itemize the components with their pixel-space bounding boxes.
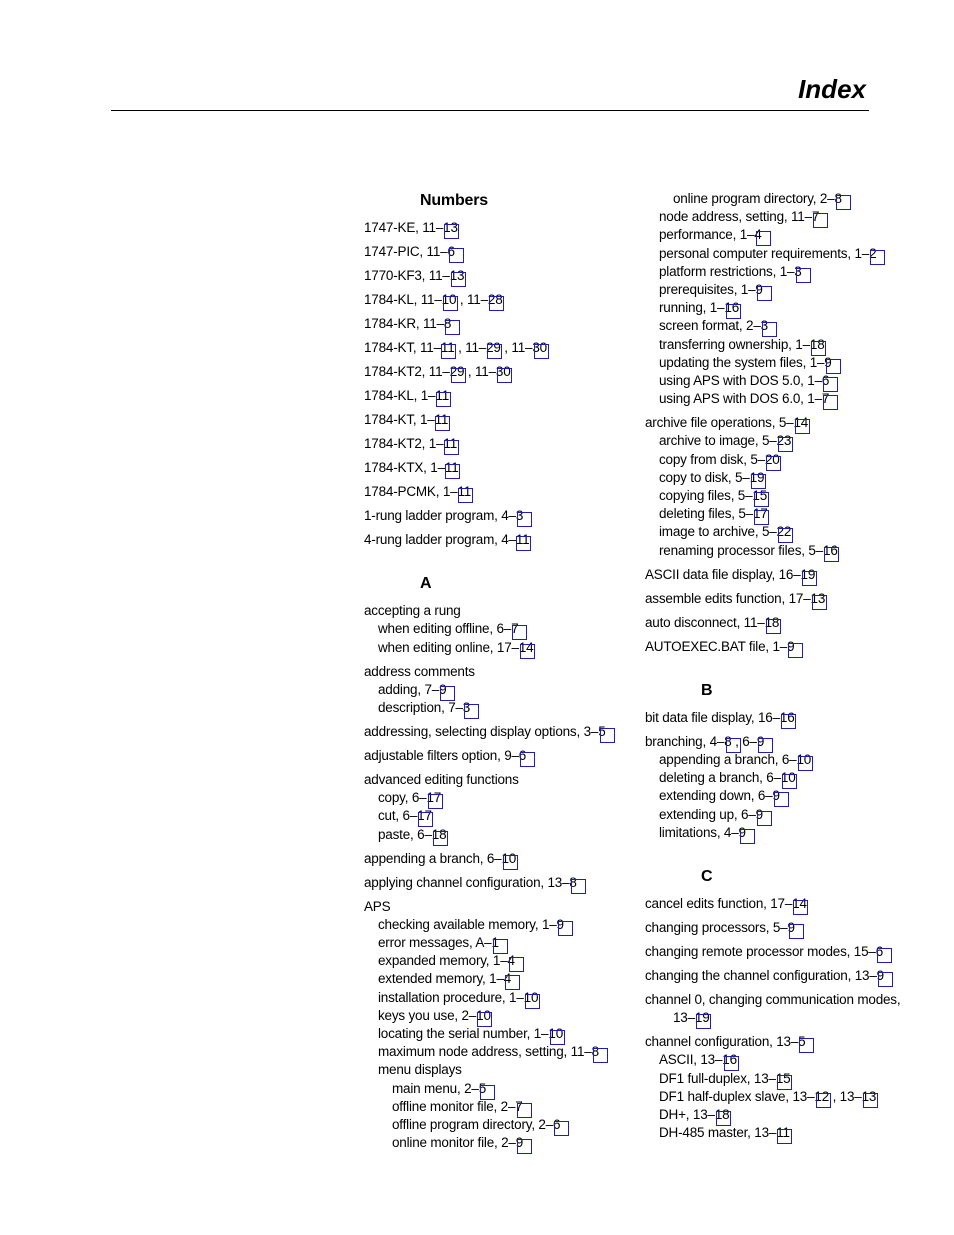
index-entry: accepting a rung	[364, 603, 461, 619]
page-reference-link[interactable]: 3	[450, 220, 458, 235]
index-entry: 1784-KT, 11–11 , 11–29 , 11–30	[364, 340, 547, 355]
page-reference-link[interactable]: 8	[495, 292, 503, 307]
index-entry: when editing offline, 6–7	[378, 621, 519, 637]
index-entry: ASCII data file display, 16–19	[645, 566, 816, 582]
page-reference-link[interactable]: 1	[463, 484, 472, 499]
index-entry: online monitor file, 2–9	[392, 1135, 524, 1151]
index-entry: checking available memory, 1–9	[378, 916, 564, 932]
page-reference-link[interactable]: 2	[783, 524, 792, 540]
index-entry: cut, 6–17	[378, 808, 432, 824]
index-entry: node address, setting, 11–7	[659, 209, 820, 225]
page-reference-link[interactable]: 0	[803, 752, 812, 768]
index-entry: APS	[364, 898, 391, 914]
index-entry: channel configuration, 13–5	[645, 1034, 806, 1050]
index-entry: using APS with DOS 5.0, 1–6	[659, 373, 830, 389]
index-entry: assemble edits function, 17–13	[645, 590, 826, 606]
index-entry: 4-rung ladder program, 4–11	[364, 532, 530, 547]
page-reference-link[interactable]: 7	[424, 808, 432, 824]
index-entry: 1784-KT2, 1–11	[364, 436, 458, 451]
index-entry: main menu, 2–5	[392, 1080, 487, 1096]
page-reference-link[interactable]: 8	[817, 336, 825, 352]
page-reference-link[interactable]: 0	[539, 340, 547, 355]
index-entry: 1747-PIC, 11–6	[364, 244, 455, 259]
index-entry: 1-rung ladder program, 4–3	[364, 508, 524, 523]
index-entry: extended memory, 1–4	[378, 971, 512, 987]
page-reference-link[interactable]: 4	[526, 639, 534, 655]
page-reference-link[interactable]: 1	[449, 436, 458, 451]
page-reference-link[interactable]: 4	[800, 415, 809, 431]
index-entry: ASCII, 13–16	[659, 1052, 737, 1068]
page-reference-link[interactable]: 6	[787, 709, 795, 725]
page-reference-link[interactable]: 3	[457, 268, 465, 283]
index-entry: 1784-KR, 11–8	[364, 316, 452, 331]
page-reference-link[interactable]: 0	[555, 1026, 563, 1042]
page-reference-link[interactable]: 5	[783, 1070, 791, 1086]
index-entry: extending down, 6–9	[659, 788, 780, 804]
page-reference-link[interactable]: 3	[817, 590, 826, 606]
index-entry: DF1 full-duplex, 13–15	[659, 1070, 791, 1086]
index-entry: appending a branch, 6–10	[659, 752, 812, 768]
index-entry: online program directory, 2–8	[673, 191, 842, 206]
page-reference-link[interactable]: 0	[503, 364, 511, 379]
index-column-right	[645, 190, 905, 1143]
page-reference-link[interactable]: 9	[457, 364, 465, 379]
page-reference-link[interactable]: 6	[830, 542, 838, 558]
index-entry: using APS with DOS 6.0, 1–7	[659, 391, 830, 407]
page-reference-link[interactable]: 1	[440, 412, 449, 427]
page-reference-link[interactable]: 1	[451, 460, 459, 475]
section-heading: Numbers	[420, 192, 488, 209]
index-entry: 1770-KF3, 11–13	[364, 268, 465, 283]
index-entry: image to archive, 5–22	[659, 524, 792, 540]
page-reference-link[interactable]: 3	[868, 1088, 877, 1104]
page-reference-link[interactable]: 8	[439, 826, 447, 842]
index-entry: description, 7–3	[378, 700, 471, 716]
index-entry: 1784-KL, 11–10 , 11–28	[364, 292, 503, 307]
index-entry: DH-485 master, 13–11	[659, 1125, 790, 1141]
index-entry: transferring ownership, 1–18	[659, 336, 825, 352]
page-reference-link[interactable]: 1	[441, 388, 449, 403]
index-entry: DF1 half-duplex slave, 13–12 , 13–13	[659, 1088, 877, 1104]
section-heading: C	[701, 868, 713, 886]
index-entry: renaming processor files, 5–16	[659, 542, 838, 558]
index-entry: branching, 4–8 , 6–9	[645, 733, 765, 749]
page-reference-link[interactable]: 9	[493, 340, 501, 355]
index-entry: prerequisites, 1–9	[659, 282, 763, 298]
page-reference-link[interactable]: 0	[530, 989, 539, 1005]
index-entry: addressing, selecting display options, 3–5	[364, 724, 606, 740]
index-entry: archive file operations, 5–14	[645, 415, 809, 431]
page-reference-link[interactable]: 0	[483, 1007, 491, 1023]
index-entry: adding, 7–9	[378, 681, 447, 697]
index-entry: extending up, 6–9	[659, 806, 763, 822]
index-entry: deleting files, 5–17	[659, 506, 768, 522]
index-entry: DH+, 13–18	[659, 1107, 730, 1123]
index-entry: changing the channel configuration, 13–9	[645, 968, 884, 984]
index-entry: 1747-KE, 11–13	[364, 220, 458, 235]
page-reference-link[interactable]: 1	[447, 340, 455, 355]
index-entry: changing processors, 5–9	[645, 920, 795, 936]
index-entry: cancel edits function, 17–14	[645, 896, 807, 912]
page-reference-link[interactable]: 1	[782, 1125, 790, 1141]
page-reference-link[interactable]: 0	[788, 770, 796, 786]
index-entry: error messages, A–1	[378, 935, 499, 951]
index-entry: copy, 6–17	[378, 790, 442, 806]
index-entry: archive to image, 5–23	[659, 433, 792, 449]
index-entry: 1784-KL, 1–11	[364, 388, 449, 403]
page-reference-link[interactable]: 1	[522, 532, 530, 547]
index-column-left	[364, 190, 634, 1152]
index-entry: adjustable filters option, 9–6	[364, 748, 527, 764]
index-entry: installation procedure, 1–10	[378, 989, 539, 1005]
index-entry: keys you use, 2–10	[378, 1007, 491, 1023]
index-entry: menu displays	[378, 1062, 462, 1078]
page-reference-link[interactable]: 6	[731, 300, 739, 316]
index-entry: bit data file display, 16–16	[645, 709, 795, 725]
index-entry: offline monitor file, 2–7	[392, 1098, 523, 1114]
index-entry: advanced editing functions	[364, 772, 519, 788]
index-entry: when editing online, 17–14	[378, 639, 534, 655]
index-entry: limitations, 4–9	[659, 824, 746, 840]
page-reference-link[interactable]: 0	[772, 451, 780, 467]
index-entry: offline program directory, 2–6	[392, 1117, 561, 1133]
index-entry: platform restrictions, 1–3	[659, 263, 802, 279]
index-entry: updating the system files, 1–9	[659, 354, 832, 370]
index-entry: changing remote processor modes, 15–6	[645, 944, 883, 960]
page-reference-link[interactable]: 9	[756, 469, 765, 485]
index-entry: copy to disk, 5–19	[659, 469, 765, 485]
index-entry: performance, 1–4	[659, 227, 762, 243]
index-entry: copying files, 5–15	[659, 488, 768, 504]
index-entry: channel 0, changing communication modes, 13–19	[645, 991, 905, 1027]
index-entry: 1784-PCMK, 1–11	[364, 484, 472, 499]
section-heading: A	[420, 575, 432, 593]
page-reference-link[interactable]: 9	[807, 566, 816, 582]
index-entry: expanded memory, 1–4	[378, 953, 515, 969]
index-entry: applying channel configuration, 13–8	[364, 874, 577, 890]
page-reference-link[interactable]: 7	[433, 790, 442, 806]
index-entry: 1784-KT, 1–11	[364, 412, 449, 427]
index-entry: copy from disk, 5–20	[659, 451, 780, 467]
page-reference-link[interactable]: 8	[771, 614, 780, 630]
page-reference-link[interactable]: 5	[759, 488, 768, 504]
page-reference-link[interactable]: 2	[821, 1088, 830, 1104]
index-entry: appending a branch, 6–10	[364, 850, 517, 866]
page-reference-link[interactable]: 6	[729, 1052, 737, 1068]
index-entry: auto disconnect, 11–18	[645, 614, 780, 630]
page-reference-link[interactable]: 0	[508, 850, 517, 866]
index-entry: address comments	[364, 663, 475, 679]
page-reference-link[interactable]: 7	[760, 506, 768, 522]
page-reference-link[interactable]: 8	[722, 1107, 730, 1123]
index-entry: screen format, 2–3	[659, 318, 768, 334]
page-reference-link[interactable]: 3	[783, 433, 792, 449]
index-entry: 1784-KTX, 1–11	[364, 460, 459, 475]
section-heading: B	[701, 681, 713, 699]
page-reference-link[interactable]: 9	[702, 1010, 710, 1026]
index-entry: paste, 6–18	[378, 826, 447, 842]
index-entry: AUTOEXEC.BAT file, 1–9	[645, 638, 795, 654]
page-reference-link[interactable]: 0	[448, 292, 457, 307]
index-entry: maximum node address, setting, 11–8	[378, 1044, 599, 1060]
index-entry: 1784-KT2, 11–29 , 11–30	[364, 364, 511, 379]
header-rule	[111, 110, 869, 111]
page-title: Index	[798, 74, 866, 104]
index-entry-continuation: 13–19	[673, 1010, 710, 1026]
index-entry: locating the serial number, 1–10	[378, 1026, 563, 1042]
index-entry: deleting a branch, 6–10	[659, 770, 796, 786]
index-entry: running, 1–16	[659, 300, 739, 316]
index-entry: personal computer requirements, 1–2	[659, 245, 877, 261]
page-reference-link[interactable]: 4	[799, 896, 807, 912]
